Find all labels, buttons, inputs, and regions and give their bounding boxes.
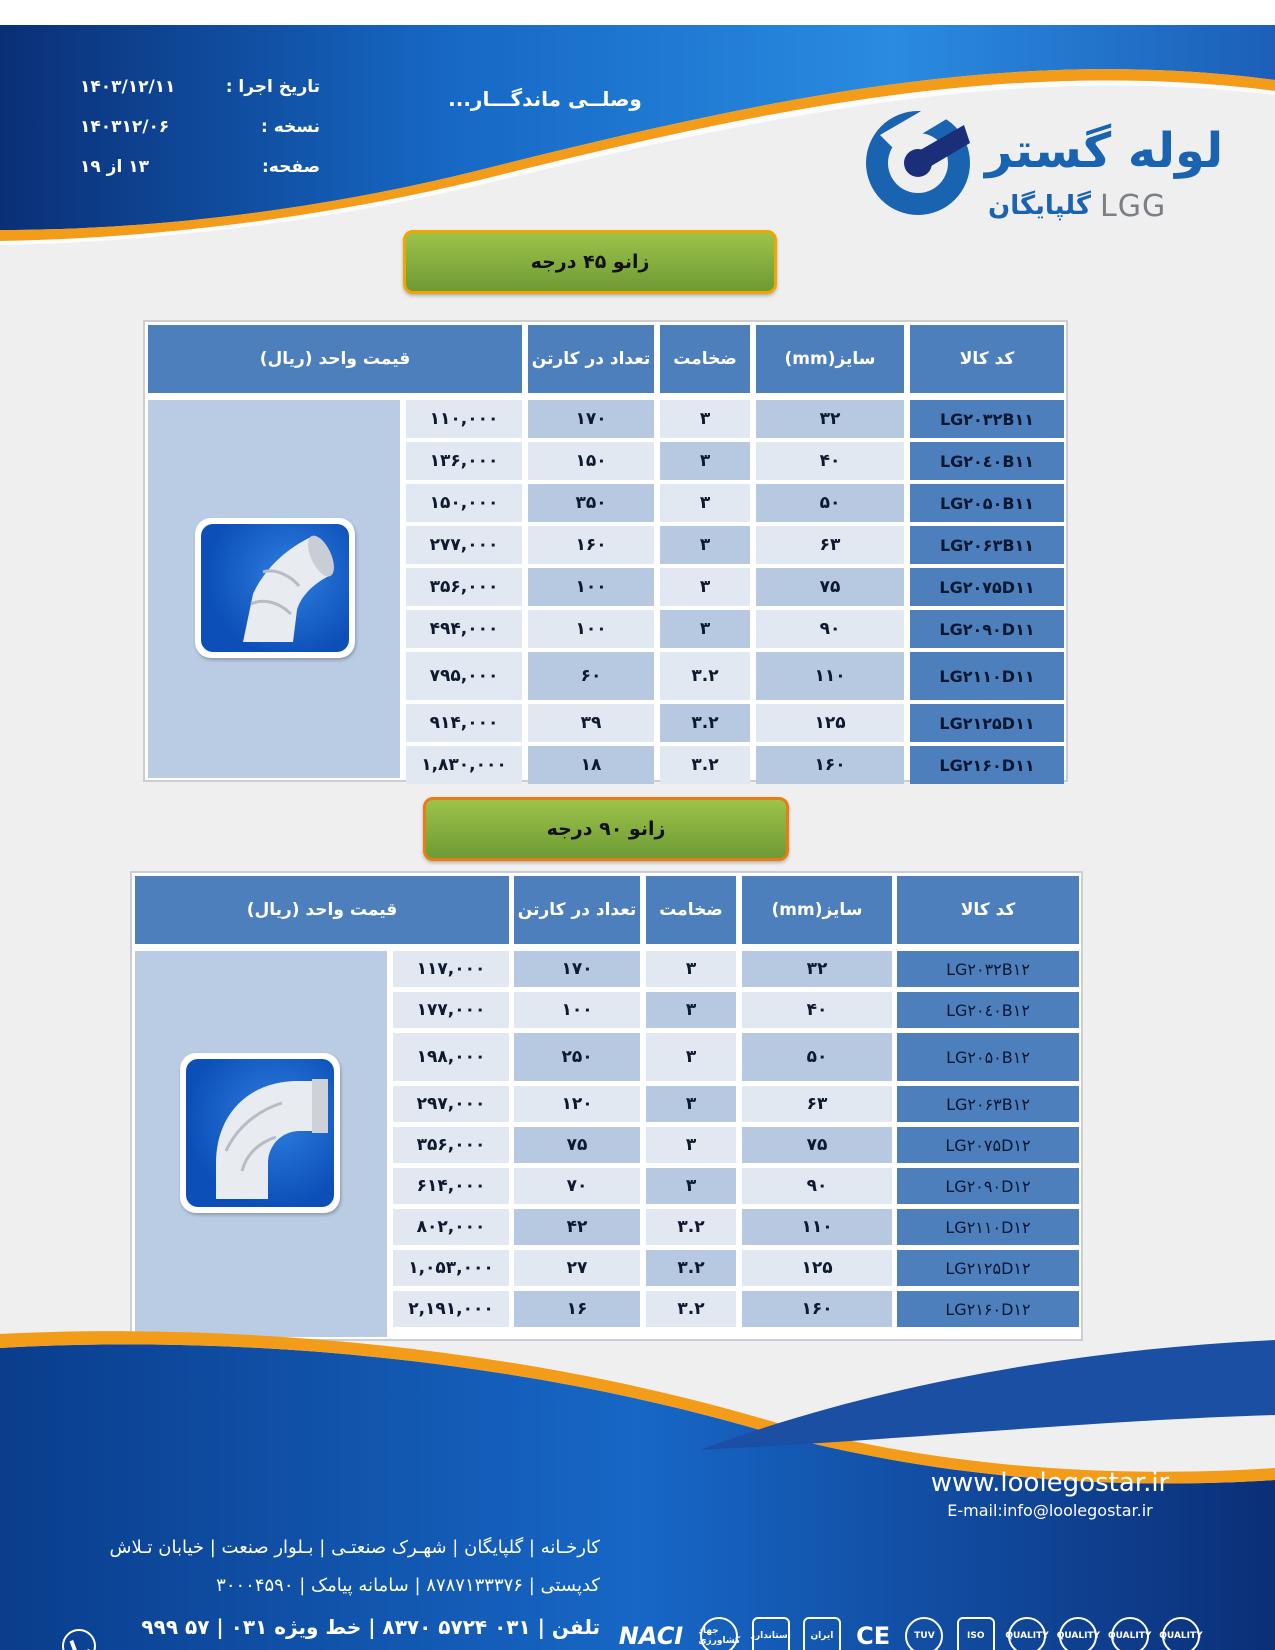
cell-code: LG۲۰۵۰B۱۱ bbox=[910, 484, 1064, 522]
col-header-code: کد کالا bbox=[897, 876, 1079, 944]
cell-count: ۳۹ bbox=[528, 704, 654, 742]
quality-seal-icon: QUALITY bbox=[1162, 1617, 1200, 1650]
website-link[interactable]: www.loolegostar.ir bbox=[930, 1468, 1170, 1498]
cell-code: LG۲۰۵۰B۱۲ bbox=[897, 1033, 1079, 1081]
cell-price: ۱,۰۵۳,۰۰۰ bbox=[393, 1250, 509, 1286]
col-header-thickness: ضخامت bbox=[660, 325, 750, 393]
cell-thickness: ۳ bbox=[660, 400, 750, 438]
cell-size: ۹۰ bbox=[756, 610, 904, 648]
cell-code: LG۲۰۳۲B۱۱ bbox=[910, 400, 1064, 438]
meta-row-version bbox=[80, 107, 320, 147]
cell-count: ۱۵۰ bbox=[528, 442, 654, 480]
cell-count: ۲۷ bbox=[514, 1250, 640, 1286]
cell-size: ۱۶۰ bbox=[742, 1291, 892, 1327]
quality-seal-icon: QUALITY bbox=[1059, 1617, 1097, 1650]
col-header-price: قیمت واحد (ریال) bbox=[148, 325, 522, 393]
cell-price: ۸۰۲,۰۰۰ bbox=[393, 1209, 509, 1245]
logo-subtitle: گلپایگان bbox=[988, 191, 1091, 221]
cell-code: LG۲۱۶۰D۱۲ bbox=[897, 1291, 1079, 1327]
cell-thickness: ۳ bbox=[646, 1127, 736, 1163]
col-header-count: تعداد در کارتن bbox=[528, 325, 654, 393]
cell-count: ۱۰۰ bbox=[528, 568, 654, 606]
cell-code: LG۲۰۷۵D۱۲ bbox=[897, 1127, 1079, 1163]
cell-size: ۳۲ bbox=[756, 400, 904, 438]
slogan: وصلــی ماندگـــار... bbox=[448, 87, 642, 111]
cell-count: ۳۵۰ bbox=[528, 484, 654, 522]
cell-price: ۹۱۴,۰۰۰ bbox=[406, 704, 522, 742]
meta-row-page bbox=[80, 147, 320, 187]
cell-price: ۱,۸۳۰,۰۰۰ bbox=[406, 746, 522, 784]
elbow-45-image bbox=[195, 518, 355, 658]
cell-code: LG۲۱۲۵D۱۲ bbox=[897, 1250, 1079, 1286]
cell-thickness: ۳.۲ bbox=[646, 1209, 736, 1245]
cell-size: ۱۱۰ bbox=[756, 652, 904, 700]
cell-size: ۹۰ bbox=[742, 1168, 892, 1204]
cell-price: ۱۷۷,۰۰۰ bbox=[393, 992, 509, 1028]
meta-value: ۱۳ از ۱۹ bbox=[80, 157, 149, 177]
jahad-logo-icon: جهاد کشاورزی bbox=[700, 1617, 738, 1650]
cell-count: ۱۶۰ bbox=[528, 526, 654, 564]
elbow-90-icon bbox=[186, 1059, 334, 1207]
cell-thickness: ۳ bbox=[660, 568, 750, 606]
table-elbow-90 bbox=[130, 871, 1083, 1341]
cell-price: ۲۷۷,۰۰۰ bbox=[406, 526, 522, 564]
cell-count: ۱۸ bbox=[528, 746, 654, 784]
cell-price: ۳۵۶,۰۰۰ bbox=[406, 568, 522, 606]
cell-code: LG۲۱۱۰D۱۱ bbox=[910, 652, 1064, 700]
ce-mark-icon: CE bbox=[856, 1622, 891, 1650]
iso-logo-icon: ISO bbox=[957, 1617, 995, 1650]
cell-price: ۱۱۰,۰۰۰ bbox=[406, 400, 522, 438]
cell-count: ۱۶ bbox=[514, 1291, 640, 1327]
cell-code: LG۲۰۳۲B۱۲ bbox=[897, 951, 1079, 987]
cell-price: ۲,۱۹۱,۰۰۰ bbox=[393, 1291, 509, 1327]
col-header-thickness: ضخامت bbox=[646, 876, 736, 944]
section-title-90: زانو ۹۰ درجه bbox=[423, 797, 789, 861]
cell-price: ۳۵۶,۰۰۰ bbox=[393, 1127, 509, 1163]
cell-size: ۷۵ bbox=[742, 1127, 892, 1163]
cell-size: ۶۳ bbox=[742, 1086, 892, 1122]
quality-seal-icon: QUALITY bbox=[1008, 1617, 1046, 1650]
cell-code: LG۲۰٤۰B۱۱ bbox=[910, 442, 1064, 480]
col-header-size: سایز(mm) bbox=[742, 876, 892, 944]
cell-price: ۱۳۶,۰۰۰ bbox=[406, 442, 522, 480]
cell-price: ۱۵۰,۰۰۰ bbox=[406, 484, 522, 522]
col-header-count: تعداد در کارتن bbox=[514, 876, 640, 944]
tuv-logo-icon: TUV bbox=[905, 1617, 943, 1650]
cell-price: ۱۹۸,۰۰۰ bbox=[393, 1033, 509, 1081]
company-logo bbox=[860, 95, 1224, 255]
price-list-page bbox=[0, 25, 1275, 1650]
cell-size: ۱۱۰ bbox=[742, 1209, 892, 1245]
certification-logos bbox=[615, 1610, 1203, 1650]
factory-address: کارخـانه | گلپایگان | شهـرک صنعتـی | بـلوار صنعت | خیابان تـلاش bbox=[109, 1537, 600, 1558]
cell-size: ۶۳ bbox=[756, 526, 904, 564]
cell-thickness: ۳.۲ bbox=[646, 1250, 736, 1286]
cell-thickness: ۳ bbox=[660, 526, 750, 564]
phone-numbers: تلفن | ۰۳۱ ۵۷۲۴ ۸۳۷۰ | خط ویژه ۰۳۱ | ۵۷ ۹۹۹ bbox=[141, 1615, 600, 1639]
cell-count: ۱۷۰ bbox=[528, 400, 654, 438]
meta-row-date bbox=[80, 67, 320, 107]
cell-size: ۴۰ bbox=[742, 992, 892, 1028]
postal-code: کدپستی | ۸۷۸۷۱۳۳۳۷۶ | سامانه پیامک | ۳۰۰۰۴۵۹۰ bbox=[216, 1575, 600, 1596]
cell-size: ۵۰ bbox=[756, 484, 904, 522]
col-header-code: کد کالا bbox=[910, 325, 1064, 393]
cell-count: ۱۰۰ bbox=[514, 992, 640, 1028]
cell-price: ۶۱۴,۰۰۰ bbox=[393, 1168, 509, 1204]
cell-price: ۴۹۴,۰۰۰ bbox=[406, 610, 522, 648]
standard-logo-icon: استاندارد bbox=[752, 1617, 790, 1650]
cell-count: ۲۵۰ bbox=[514, 1033, 640, 1081]
cell-count: ۱۲۰ bbox=[514, 1086, 640, 1122]
meta-value: ۱۴۰۳/۱۲/۱۱ bbox=[80, 77, 176, 97]
cell-count: ۷۰ bbox=[514, 1168, 640, 1204]
cell-count: ۱۰۰ bbox=[528, 610, 654, 648]
quality-seal-icon: QUALITY bbox=[1111, 1617, 1149, 1650]
cell-count: ۱۷۰ bbox=[514, 951, 640, 987]
meta-value: ۱۴۰۳۱۲/۰۶ bbox=[80, 117, 170, 137]
meta-label: صفحه: bbox=[261, 157, 320, 177]
cell-thickness: ۳ bbox=[646, 1086, 736, 1122]
logo-mark-icon bbox=[860, 95, 980, 225]
cell-code: LG۲۱۶۰D۱۱ bbox=[910, 746, 1064, 784]
cell-thickness: ۳ bbox=[646, 1168, 736, 1204]
cell-thickness: ۳ bbox=[660, 610, 750, 648]
cell-code: LG۲۰۶۳B۱۲ bbox=[897, 1086, 1079, 1122]
cell-thickness: ۳.۲ bbox=[660, 746, 750, 784]
elbow-45-icon bbox=[201, 524, 349, 652]
cell-code: LG۲۰٤۰B۱۲ bbox=[897, 992, 1079, 1028]
cell-code: LG۲۰۷۵D۱۱ bbox=[910, 568, 1064, 606]
cell-count: ۷۵ bbox=[514, 1127, 640, 1163]
meta-label: نسخه : bbox=[261, 117, 320, 137]
naci-logo-icon: NACI bbox=[618, 1622, 684, 1650]
cell-price: ۲۹۷,۰۰۰ bbox=[393, 1086, 509, 1122]
cell-code: LG۲۰۶۳B۱۱ bbox=[910, 526, 1064, 564]
col-header-price: قیمت واحد (ریال) bbox=[135, 876, 509, 944]
elbow-90-image bbox=[180, 1053, 340, 1213]
cell-size: ۱۶۰ bbox=[756, 746, 904, 784]
cell-thickness: ۳ bbox=[660, 484, 750, 522]
cell-thickness: ۳ bbox=[646, 992, 736, 1028]
cell-code: LG۲۰۹۰D۱۲ bbox=[897, 1168, 1079, 1204]
cell-price: ۱۱۷,۰۰۰ bbox=[393, 951, 509, 987]
logo-text: لوله گستر bbox=[985, 123, 1224, 179]
cell-thickness: ۳.۲ bbox=[646, 1291, 736, 1327]
table-elbow-45 bbox=[143, 320, 1068, 782]
cell-code: LG۲۱۱۰D۱۲ bbox=[897, 1209, 1079, 1245]
meta-label: تاریخ اجرا : bbox=[225, 77, 320, 97]
cell-size: ۴۰ bbox=[756, 442, 904, 480]
document-meta bbox=[80, 67, 320, 187]
cell-thickness: ۳ bbox=[646, 1033, 736, 1081]
cell-price: ۷۹۵,۰۰۰ bbox=[406, 652, 522, 700]
cell-thickness: ۳.۲ bbox=[660, 704, 750, 742]
cell-thickness: ۳ bbox=[660, 442, 750, 480]
cell-count: ۶۰ bbox=[528, 652, 654, 700]
cell-thickness: ۳.۲ bbox=[660, 652, 750, 700]
logo-latin: LGG bbox=[1100, 189, 1167, 224]
cell-size: ۱۲۵ bbox=[742, 1250, 892, 1286]
cell-size: ۳۲ bbox=[742, 951, 892, 987]
cell-code: LG۲۱۲۵D۱۱ bbox=[910, 704, 1064, 742]
cell-thickness: ۳ bbox=[646, 951, 736, 987]
cell-size: ۱۲۵ bbox=[756, 704, 904, 742]
col-header-size: سایز(mm) bbox=[756, 325, 904, 393]
section-title-45: زانو ۴۵ درجه bbox=[403, 230, 777, 294]
email-link[interactable]: E-mail:info@loolegostar.ir bbox=[947, 1501, 1153, 1520]
cell-code: LG۲۰۹۰D۱۱ bbox=[910, 610, 1064, 648]
cell-size: ۵۰ bbox=[742, 1033, 892, 1081]
cell-count: ۴۲ bbox=[514, 1209, 640, 1245]
iran-logo-icon: ایران bbox=[803, 1617, 841, 1650]
cell-size: ۷۵ bbox=[756, 568, 904, 606]
